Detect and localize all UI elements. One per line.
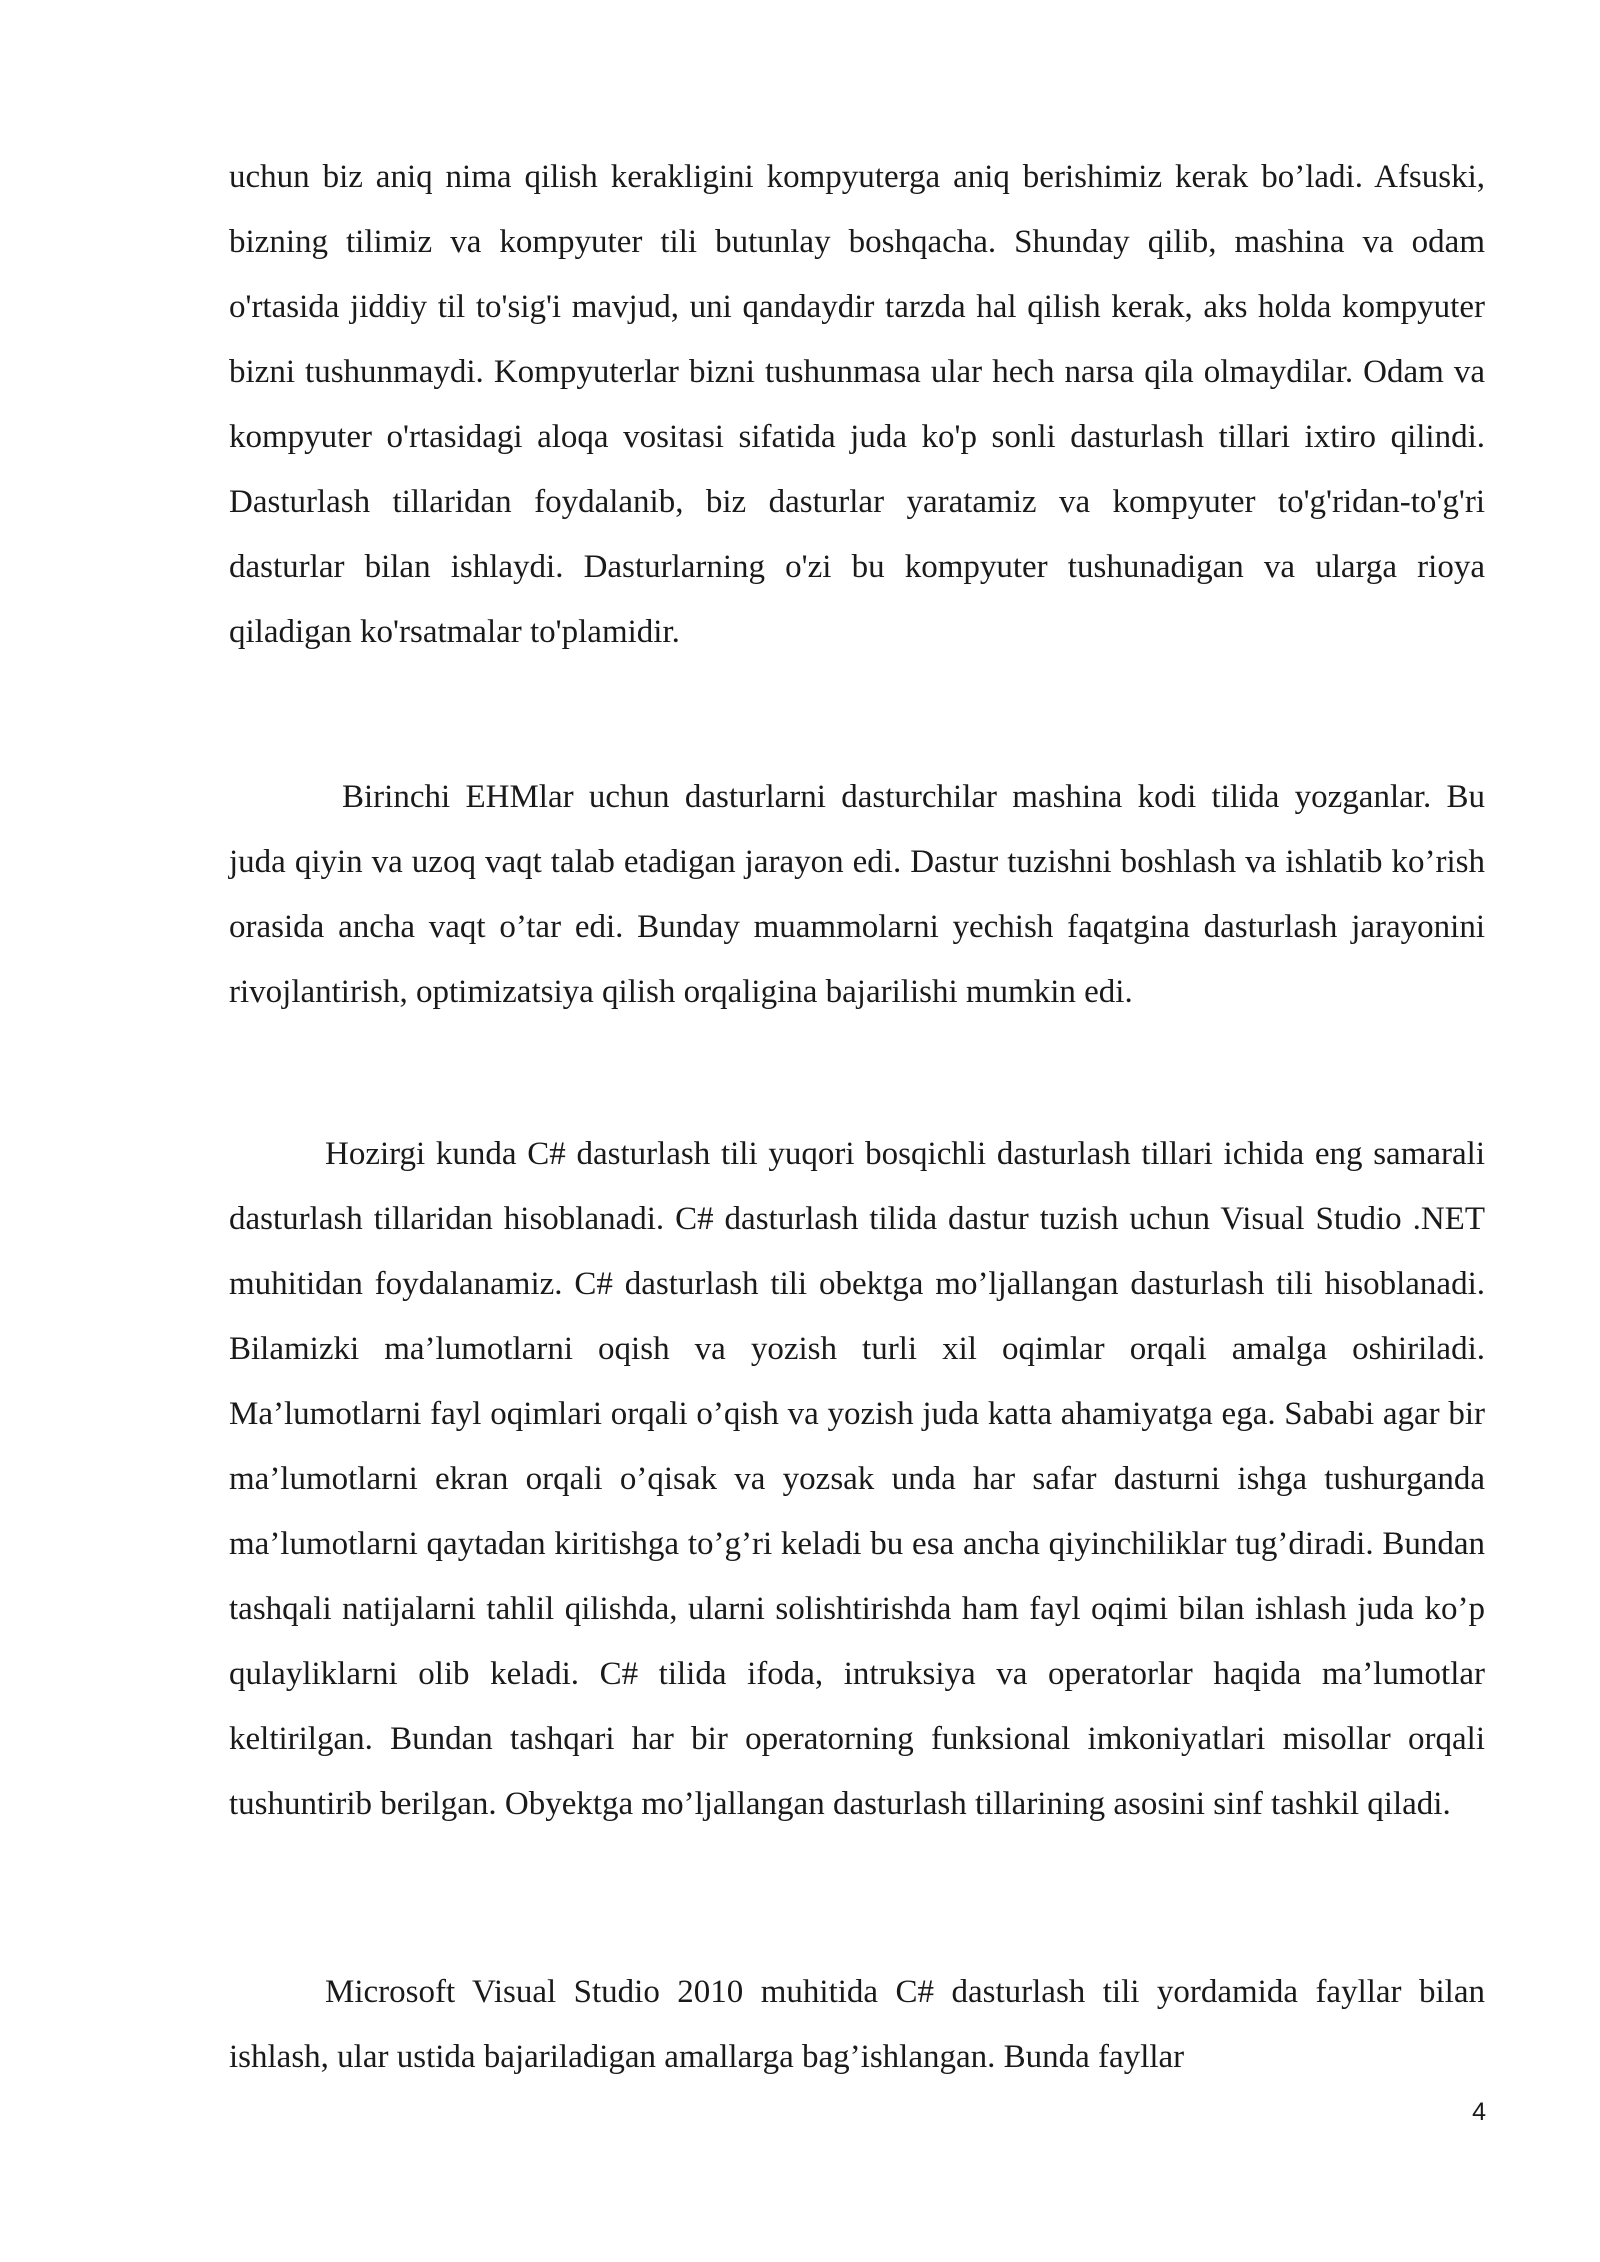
paragraph-4 <box>229 1960 1485 2090</box>
paragraph-3 <box>229 1122 1485 1837</box>
page-number: 4 <box>1472 2098 1486 2126</box>
paragraph-2-text: Birinchi EHMlar uchun dasturlarni dasturchilar mashina kodi tilida yozganlar. Bu juda qiyin va uzoq vaqt talab etadigan jarayon edi. Dastur tuzishni boshlash va ishlatib ko’rish orasida ancha vaqt o’tar edi. Bunday muammolarni yechish faqatgina dasturlash jarayonini rivojlantirish, optimizatsiya qilish orqaligina bajarilishi mumkin edi. <box>229 779 1485 1010</box>
paragraph-2 <box>229 765 1485 1025</box>
paragraph-3-text: Hozirgi kunda C# dasturlash tili yuqori bosqichli dasturlash tillari ichida eng samarali dasturlash tillaridan hisoblanadi. C# dasturlash tilida dastur tuzish uchun Visual Studio .NET muhitidan foydalanamiz. C# dasturlash tili obektga mo’ljallangan dasturlash tili hisoblanadi. Bilamizki ma’lumotlarni oqish va yozish turli xil oqimlar orqali amalga oshiriladi. Ma’lumotlarni fayl oqimlari orqali o’qish va yozish juda katta ahamiyatga ega. Sababi agar bir ma’lumotlarni ekran orqali o’qisak va yozsak unda har safar dasturni ishga tushurganda ma’lumotlarni qaytadan kiritishga to’g’ri keladi bu esa ancha qiyinchiliklar tug’diradi. Bundan tashqali natijalarni tahlil qilishda, ularni solishtirishda ham fayl oqimi bilan ishlash juda ko’p qulayliklarni olib keladi. C# tilida ifoda, intruksiya va operatorlar haqida ma’lumotlar keltirilgan. Bundan tashqari har bir operatorning funksional imkoniyatlari misollar orqali tushuntirib berilgan. Obyektga mo’ljallangan dasturlash tillarining asosini sinf tashkil qiladi. <box>229 1136 1485 1822</box>
paragraph-4-text: Microsoft Visual Studio 2010 muhitida C# dasturlash tili yordamida fayllar bilan ishlash, ular ustida bajariladigan amallarga bag’ishlangan. Bunda fayllar <box>229 1974 1485 2075</box>
paragraph-1 <box>229 145 1485 665</box>
paragraph-1-text: uchun biz aniq nima qilish kerakligini kompyuterga aniq berishimiz kerak bo’ladi. Afsuski, bizning tilimiz va kompyuter tili butunlay boshqacha. Shunday qilib, mashina va odam o'rtasida jiddiy til to'sig'i mavjud, uni qandaydir tarzda hal qilish kerak, aks holda kompyuter bizni tushunmaydi. Kompyuterlar bizni tushunmasa ular hech narsa qila olmaydilar. Odam va kompyuter o'rtasidagi aloqa vositasi sifatida juda ko'p sonli dasturlash tillari ixtiro qilindi. Dasturlash tillaridan foydalanib, biz dasturlar yaratamiz va kompyuter to'g'ridan-to'g'ri dasturlar bilan ishlaydi. Dasturlarning o'zi bu kompyuter tushunadigan va ularga rioya qiladigan ko'rsatmalar to'plamidir. <box>229 159 1485 650</box>
